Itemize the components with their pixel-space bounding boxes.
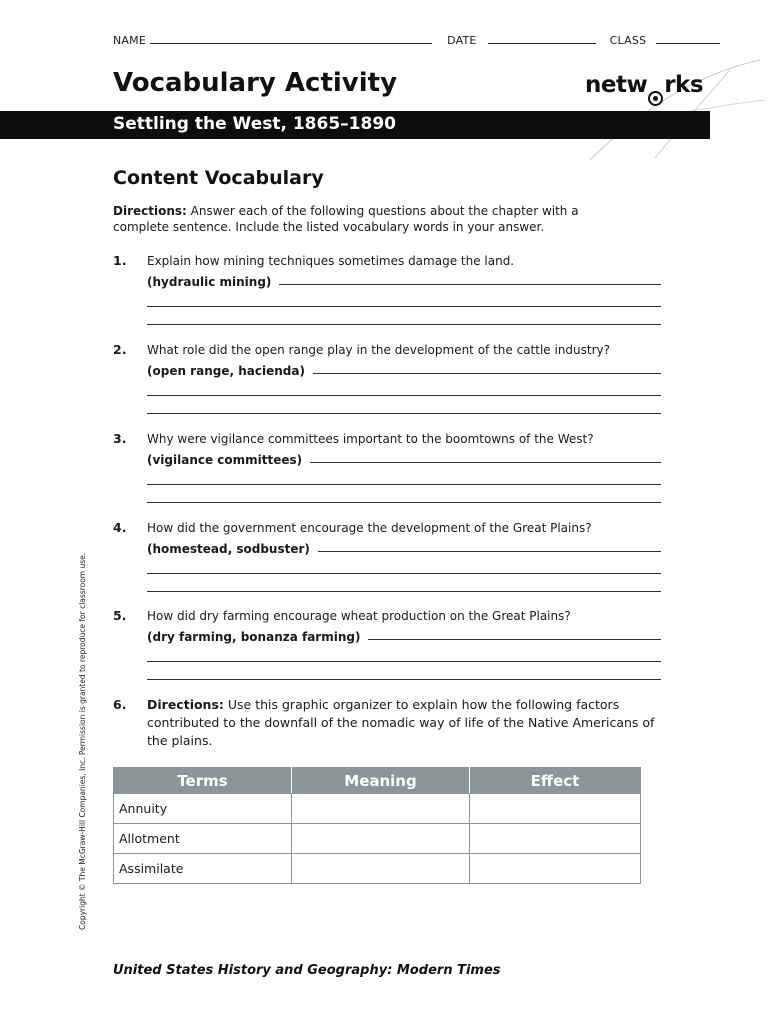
logo-text-start: netw [585,72,648,98]
table-row [114,854,641,884]
answer-line[interactable] [147,644,661,662]
footer-book-title: United States History and Geography: Modern Times [113,963,501,978]
answer-line[interactable] [313,373,661,374]
answer-line[interactable] [147,467,661,485]
name-label: NAME [113,34,146,47]
answer-line[interactable] [147,574,661,592]
term-cell: Allotment [114,824,292,854]
table-row [114,794,641,824]
effect-cell[interactable] [470,824,641,854]
question-number: 3. [113,431,127,446]
question-keywords: (homestead, sodbuster) [147,542,310,556]
target-icon [648,91,663,106]
chapter-banner [0,111,710,139]
chapter-title: Settling the West, 1865–1890 [113,114,396,134]
meaning-cell[interactable] [292,854,470,884]
column-header-meaning: Meaning [292,768,470,794]
question-prompt: How did the government encourage the development of the Great Plains? [147,521,592,535]
question-prompt: Explain how mining techniques sometimes damage the land. [147,254,515,268]
meaning-cell[interactable] [292,794,470,824]
effect-cell[interactable] [470,854,641,884]
term-cell: Annuity [114,794,292,824]
effect-cell[interactable] [470,794,641,824]
directions-label: Directions: [147,697,224,712]
column-header-terms: Terms [114,768,292,794]
question-keywords: (hydraulic mining) [147,275,272,289]
question-prompt: Why were vigilance committees important to the boomtowns of the West? [147,432,594,446]
question-keywords: (open range, hacienda) [147,364,305,378]
section-title: Content Vocabulary [113,167,324,189]
answer-line[interactable] [368,639,661,640]
answer-line[interactable] [147,556,661,574]
question-keywords: (dry farming, bonanza farming) [147,630,361,644]
answer-line[interactable] [147,485,661,503]
networks-logo [585,72,703,105]
directions [113,203,633,235]
answer-line[interactable] [147,307,661,325]
answer-line[interactable] [310,462,661,463]
answer-line[interactable] [147,289,661,307]
answer-line[interactable] [147,662,661,680]
swirl-decoration [560,40,770,180]
page-title: Vocabulary Activity [113,68,398,98]
answer-line[interactable] [147,378,661,396]
answer-line[interactable] [318,551,661,552]
meaning-cell[interactable] [292,824,470,854]
question-prompt: What role did the open range play in the development of the cattle industry? [147,343,611,357]
directions-text: Use this graphic organizer to explain how the following factors contributed to the downfall of the nomadic way of life of the Native Americans of the plains. [147,697,655,748]
copyright-notice: Copyright © The McGraw-Hill Companies, Inc. Permission is granted to reproduce for classroom use. [78,552,87,930]
question-number: 1. [113,253,127,268]
question-keywords: (vigilance committees) [147,453,303,467]
question-number: 6. [113,697,127,712]
table-row [114,824,641,854]
column-header-effect: Effect [470,768,641,794]
directions-label: Directions: [113,204,187,218]
graphic-organizer-table [113,767,641,884]
directions-text: Answer each of the following questions about the chapter with a complete sentence. Include the listed vocabulary words in your answer. [113,204,579,234]
class-label: CLASS [609,34,647,47]
name-blank[interactable] [150,34,432,44]
term-cell: Assimilate [114,854,292,884]
question-number: 2. [113,342,127,357]
question-number: 4. [113,520,127,535]
logo-text-end: rks [664,72,704,98]
answer-line[interactable] [147,396,661,414]
question-prompt: How did dry farming encourage wheat production on the Great Plains? [147,609,571,623]
answer-line[interactable] [279,284,661,285]
question-number: 5. [113,608,127,623]
date-label: DATE [447,34,477,47]
